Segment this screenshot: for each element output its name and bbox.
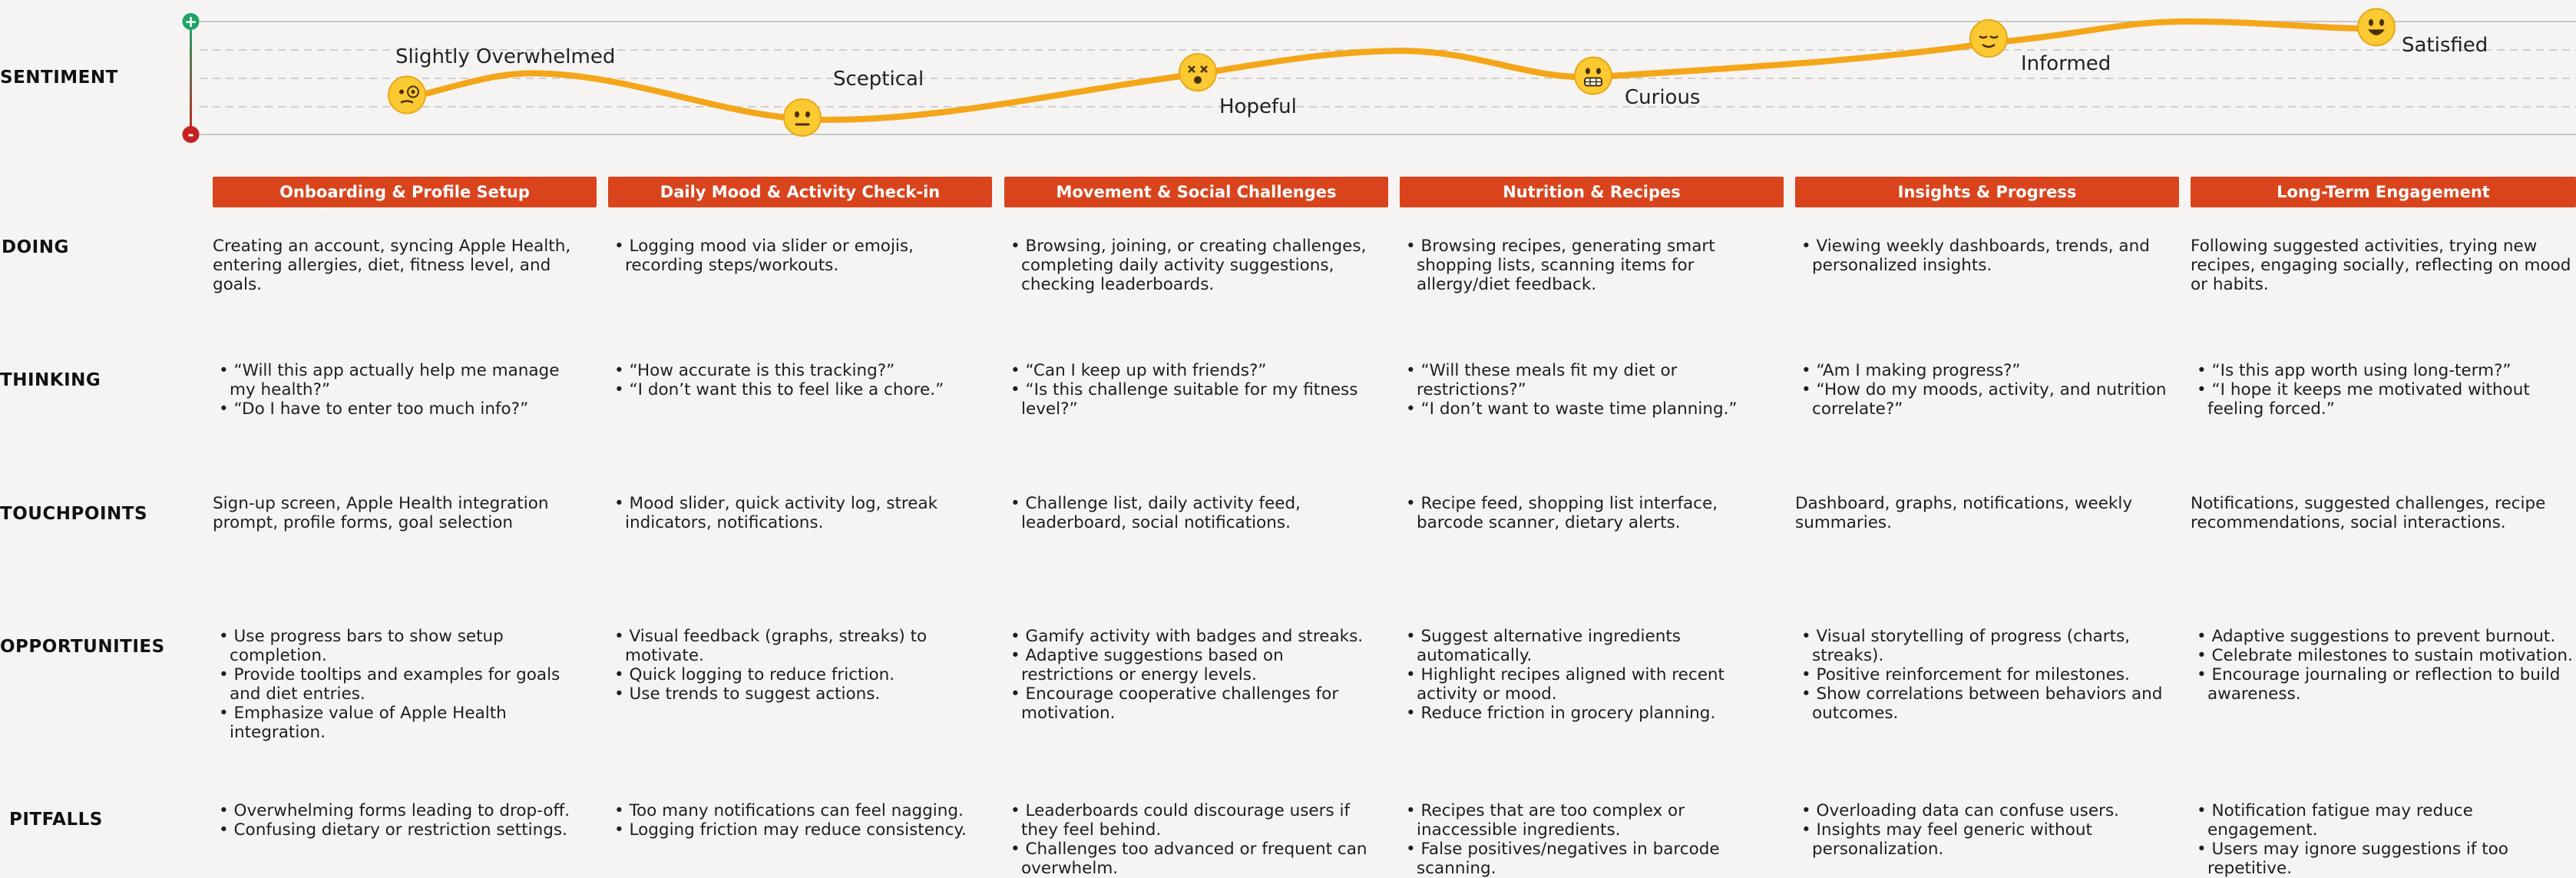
- list-item: • “How accurate is this tracking?”: [608, 361, 984, 380]
- list-item: • Highlight recipes aligned with recent activity or mood.: [1400, 665, 1776, 704]
- list-item: • Visual storytelling of progress (charts, streaks).: [1795, 627, 2171, 665]
- minus-label: -: [187, 125, 194, 144]
- sentiment-axis: [190, 22, 192, 135]
- row-label-pitfalls: PITFALLS: [9, 810, 103, 830]
- grinning-face-icon: [2358, 8, 2395, 45]
- list-item: • Encourage journaling or reflection to build awareness.: [2191, 665, 2574, 704]
- sentiment-label: Satisfied: [2402, 34, 2488, 57]
- list-item: • Leaderboards could discourage users if they feel behind.: [1004, 801, 1381, 840]
- phase-header: Onboarding & Profile Setup: [213, 177, 597, 207]
- doing-list: [1004, 237, 1381, 294]
- list-item: • Use progress bars to show setup completion.: [213, 627, 589, 665]
- pitfalls-cell: [2191, 801, 2574, 878]
- opportunities-list: [2191, 627, 2574, 704]
- sentiment-label: Curious: [1625, 86, 1701, 109]
- row-label-doing: DOING: [2, 237, 69, 257]
- list-item: • “Is this app worth using long-term?”: [2191, 361, 2574, 380]
- sentiment-chart: [0, 0, 2576, 161]
- list-item: • Quick logging to reduce friction.: [608, 665, 984, 684]
- row-label-sentiment: SENTIMENT: [0, 68, 118, 88]
- touchpoints-text: Sign-up screen, Apple Health integration prompt, profile forms, goal selection: [213, 494, 549, 532]
- plus-marker: [183, 12, 200, 31]
- touchpoints-list: [608, 494, 984, 532]
- list-item: • Overwhelming forms leading to drop-off.: [213, 801, 589, 820]
- opportunities-cell: [1795, 627, 2171, 723]
- doing-list: [608, 237, 984, 275]
- list-item: • Overloading data can confuse users.: [1795, 801, 2171, 820]
- opportunities-list: [213, 627, 589, 742]
- doing-cell: [2191, 237, 2574, 294]
- list-item: • “I don’t want to waste time planning.”: [1400, 399, 1776, 419]
- pitfalls-cell: [213, 801, 589, 840]
- list-item: • “Am I making progress?”: [1795, 361, 2171, 380]
- pitfalls-list: [213, 801, 589, 840]
- touchpoints-text: Dashboard, graphs, notifications, weekly summaries.: [1795, 494, 2133, 532]
- list-item: • False positives/negatives in barcode scanning.: [1400, 840, 1776, 878]
- pitfalls-list: [1004, 801, 1381, 878]
- doing-list: [1400, 237, 1776, 294]
- list-item: • Logging mood via slider or emojis, recording steps/workouts.: [608, 237, 984, 275]
- touchpoints-cell: [2191, 494, 2574, 532]
- thinking-cell: [1795, 361, 2171, 419]
- doing-list: [1795, 237, 2171, 275]
- sentiment-label: Slightly Overwhelmed: [395, 45, 616, 68]
- thinking-list: [608, 361, 984, 399]
- doing-cell: [1795, 237, 2171, 275]
- thinking-list: [1004, 361, 1381, 419]
- list-item: • Confusing dietary or restriction settings.: [213, 820, 589, 840]
- opportunities-cell: [1400, 627, 1776, 723]
- opportunities-list: [1004, 627, 1381, 723]
- pitfalls-list: [1795, 801, 2171, 859]
- list-item: • Show correlations between behaviors and outcomes.: [1795, 684, 2171, 723]
- phase-header: Movement & Social Challenges: [1004, 177, 1388, 207]
- list-item: • Browsing recipes, generating smart shopping lists, scanning items for allergy/diet feedback.: [1400, 237, 1776, 294]
- opportunities-list: [1400, 627, 1776, 723]
- sentiment-label: Sceptical: [833, 68, 924, 91]
- list-item: • Users may ignore suggestions if too repetitive.: [2191, 840, 2574, 878]
- thinking-list: [2191, 361, 2574, 419]
- opportunities-list: [608, 627, 984, 704]
- pitfalls-cell: [1004, 801, 1381, 878]
- list-item: • Provide tooltips and examples for goals and diet entries.: [213, 665, 589, 704]
- list-item: • Logging friction may reduce consistency.: [608, 820, 984, 840]
- thinking-list: [1400, 361, 1776, 419]
- touchpoints-cell: [1004, 494, 1381, 532]
- doing-text: Creating an account, syncing Apple Health, entering allergies, diet, fitness level, and goals.: [213, 237, 571, 294]
- pitfalls-cell: [1400, 801, 1776, 878]
- touchpoints-cell: [1795, 494, 2171, 532]
- list-item: • Notification fatigue may reduce engagement.: [2191, 801, 2574, 840]
- phase-header: Long-Term Engagement: [2191, 177, 2576, 207]
- list-item: • Celebrate milestones to sustain motivation.: [2191, 646, 2574, 665]
- thinking-cell: [608, 361, 984, 399]
- list-item: • Recipe feed, shopping list interface, barcode scanner, dietary alerts.: [1400, 494, 1776, 532]
- monocle-face-icon: [389, 77, 425, 114]
- phase-header: Insights & Progress: [1795, 177, 2179, 207]
- list-item: • Browsing, joining, or creating challenges, completing daily activity suggestions, checking leaderboards.: [1004, 237, 1381, 294]
- doing-cell: [1400, 237, 1776, 294]
- list-item: • Gamify activity with badges and streaks.: [1004, 627, 1381, 646]
- list-item: • Adaptive suggestions based on restrictions or energy levels.: [1004, 646, 1381, 684]
- doing-cell: [1004, 237, 1381, 294]
- phase-header: Nutrition & Recipes: [1400, 177, 1784, 207]
- grimacing-face-icon: [1575, 58, 1612, 94]
- doing-text: Following suggested activities, trying new recipes, engaging socially, reflecting on mood or habits.: [2191, 237, 2571, 294]
- phase-header: Daily Mood & Activity Check-in: [608, 177, 992, 207]
- list-item: • “Do I have to enter too much info?”: [213, 399, 589, 419]
- opportunities-cell: [213, 627, 589, 742]
- list-item: • Encourage cooperative challenges for motivation.: [1004, 684, 1381, 723]
- opportunities-list: [1795, 627, 2171, 723]
- row-label-opportunities: OPPORTUNITIES: [0, 637, 165, 657]
- list-item: • Suggest alternative ingredients automatically.: [1400, 627, 1776, 665]
- list-item: • Challenges too advanced or frequent can overwhelm.: [1004, 840, 1381, 878]
- touchpoints-cell: [608, 494, 984, 532]
- pitfalls-cell: [1795, 801, 2171, 859]
- list-item: • “Can I keep up with friends?”: [1004, 361, 1381, 380]
- pitfalls-list: [1400, 801, 1776, 878]
- plus-label: +: [184, 12, 197, 31]
- row-label-thinking: THINKING: [0, 370, 101, 390]
- touchpoints-cell: [213, 494, 589, 532]
- touchpoints-list: [1400, 494, 1776, 532]
- sentiment-label: Hopeful: [1219, 95, 1297, 118]
- touchpoints-cell: [1400, 494, 1776, 532]
- list-item: • Reduce friction in grocery planning.: [1400, 704, 1776, 723]
- list-item: • Visual feedback (graphs, streaks) to motivate.: [608, 627, 984, 665]
- list-item: • Challenge list, daily activity feed, leaderboard, social notifications.: [1004, 494, 1381, 532]
- opportunities-cell: [608, 627, 984, 704]
- list-item: • Mood slider, quick activity log, streak indicators, notifications.: [608, 494, 984, 532]
- sentiment-label: Informed: [2021, 52, 2111, 75]
- relieved-face-icon: [1970, 20, 2007, 57]
- list-item: • “Will this app actually help me manage my health?”: [213, 361, 589, 399]
- touchpoints-text: Notifications, suggested challenges, recipe recommendations, social interactions.: [2191, 494, 2546, 532]
- list-item: • Recipes that are too complex or inaccessible ingredients.: [1400, 801, 1776, 840]
- sentiment-gridlines: [200, 22, 2576, 134]
- minus-marker: [183, 125, 200, 144]
- list-item: • Insights may feel generic without personalization.: [1795, 820, 2171, 859]
- list-item: • Positive reinforcement for milestones.: [1795, 665, 2171, 684]
- list-item: • “Will these meals fit my diet or restrictions?”: [1400, 361, 1776, 399]
- list-item: • “I hope it keeps me motivated without feeling forced.”: [2191, 380, 2574, 419]
- list-item: • “Is this challenge suitable for my fitness level?”: [1004, 380, 1381, 419]
- row-label-touchpoints: TOUCHPOINTS: [0, 504, 148, 524]
- thinking-cell: [1400, 361, 1776, 419]
- pitfalls-cell: [608, 801, 984, 840]
- thinking-list: [213, 361, 589, 419]
- thinking-cell: [213, 361, 589, 419]
- pitfalls-list: [608, 801, 984, 840]
- opportunities-cell: [2191, 627, 2574, 704]
- list-item: • Emphasize value of Apple Health integration.: [213, 704, 589, 742]
- dizzy-face-icon: [1179, 54, 1216, 91]
- doing-cell: [213, 237, 589, 294]
- list-item: • Adaptive suggestions to prevent burnout.: [2191, 627, 2574, 646]
- list-item: • Too many notifications can feel nagging.: [608, 801, 984, 820]
- thinking-cell: [1004, 361, 1381, 419]
- thinking-list: [1795, 361, 2171, 419]
- doing-cell: [608, 237, 984, 275]
- list-item: • Use trends to suggest actions.: [608, 684, 984, 704]
- thinking-cell: [2191, 361, 2574, 419]
- opportunities-cell: [1004, 627, 1381, 723]
- list-item: • Viewing weekly dashboards, trends, and personalized insights.: [1795, 237, 2171, 275]
- list-item: • “How do my moods, activity, and nutrition correlate?”: [1795, 380, 2171, 419]
- list-item: • “I don’t want this to feel like a chore.”: [608, 380, 984, 399]
- touchpoints-list: [1004, 494, 1381, 532]
- neutral-face-icon: [784, 99, 821, 136]
- pitfalls-list: [2191, 801, 2574, 878]
